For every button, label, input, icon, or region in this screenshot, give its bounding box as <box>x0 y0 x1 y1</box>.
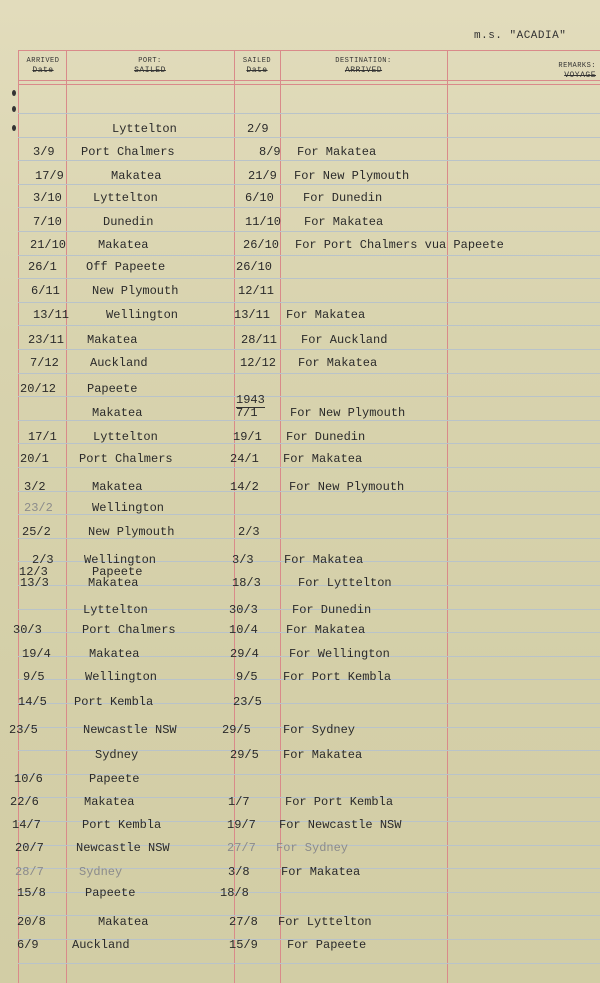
destination-cell: For Makatea <box>283 748 363 762</box>
port-cell: Papeete <box>89 772 140 786</box>
ruled-line <box>18 373 600 374</box>
destination-cell: For Makatea <box>284 553 364 567</box>
destination-cell: For Port Kembla <box>283 670 392 684</box>
port-cell: Sydney <box>79 865 123 879</box>
arrived-cell: 17/1 <box>28 430 57 444</box>
arrived-cell: 3/10 <box>33 191 62 205</box>
ruled-line <box>18 963 600 964</box>
port-cell: Port Chalmers <box>79 452 173 466</box>
sailed-cell: 27/7 <box>227 841 256 855</box>
header-arrived-label: ARRIVED <box>26 57 60 65</box>
arrived-cell: 20/1 <box>20 452 49 466</box>
sailed-cell: 18/8 <box>220 886 249 900</box>
header-arrived <box>20 57 66 75</box>
arrived-cell: 9/5 <box>23 670 45 684</box>
sailed-cell: 6/10 <box>245 191 274 205</box>
port-cell: Wellington <box>92 501 165 515</box>
header-arrived-struck: Date <box>32 66 54 75</box>
arrived-cell: 6/11 <box>31 284 60 298</box>
destination-cell: For Sydney <box>283 723 356 737</box>
sailed-cell: 27/8 <box>229 915 258 929</box>
destination-cell: For New Plymouth <box>289 480 405 494</box>
destination-cell: For Lyttelton <box>278 915 372 929</box>
port-cell: Makatea <box>98 238 149 252</box>
ruled-line <box>18 396 600 397</box>
arrived-cell: 2/3 <box>32 553 54 567</box>
header-sailed-struck: Date <box>246 66 268 75</box>
destination-cell: For Dunedin <box>286 430 366 444</box>
sailed-cell: 26/10 <box>243 238 280 252</box>
sailed-cell: 12/12 <box>240 356 277 370</box>
destination-cell: For Dunedin <box>292 603 372 617</box>
port-cell: Dunedin <box>103 215 154 229</box>
port-cell: Makatea <box>92 406 143 420</box>
arrived-cell: 13/11 <box>33 308 70 322</box>
sailed-cell: 30/3 <box>229 603 258 617</box>
destination-cell: For Auckland <box>301 333 388 347</box>
destination-cell: For Makatea <box>304 215 384 229</box>
sailed-cell: 14/2 <box>230 480 259 494</box>
port-cell: Lyttelton <box>93 191 158 205</box>
arrived-cell: 3/9 <box>33 145 55 159</box>
port-cell: Makatea <box>88 576 139 590</box>
arrived-cell: 12/3 <box>19 565 48 579</box>
header-remarks-struck: VOYAGE <box>564 71 596 80</box>
destination-cell: For Newcastle NSW <box>279 818 402 832</box>
port-cell: Port Chalmers <box>82 623 176 637</box>
port-cell: Off Papeete <box>86 260 166 274</box>
arrived-cell: 7/12 <box>30 356 59 370</box>
destination-cell: For Dunedin <box>303 191 383 205</box>
header-destination-struck: ARRIVED <box>344 66 383 75</box>
header-top-rule <box>18 50 600 51</box>
arrived-cell: 21/10 <box>30 238 67 252</box>
ruled-line <box>18 113 600 114</box>
port-cell: Papeete <box>85 886 136 900</box>
arrived-cell: 6/9 <box>17 938 39 952</box>
header-destination <box>280 57 447 75</box>
destination-cell: For Lyttelton <box>298 576 392 590</box>
arrived-cell: 30/3 <box>13 623 42 637</box>
binder-hole-mark <box>12 90 16 96</box>
ruled-line <box>18 231 600 232</box>
sailed-cell: 10/4 <box>229 623 258 637</box>
sailed-cell: 19/7 <box>227 818 256 832</box>
header-destination-label: DESTINATION: <box>335 57 392 65</box>
sailed-cell: 19/1 <box>233 430 262 444</box>
column-rule-destination <box>447 50 448 983</box>
binder-hole-mark <box>12 125 16 131</box>
year-mark-text: 1943 <box>236 393 265 407</box>
sailed-cell: 29/5 <box>230 748 259 762</box>
port-cell: Lyttelton <box>83 603 148 617</box>
arrived-cell: 10/6 <box>14 772 43 786</box>
header-sailed <box>234 57 280 75</box>
ruled-line <box>18 207 600 208</box>
arrived-cell: 22/6 <box>10 795 39 809</box>
destination-cell: For New Plymouth <box>290 406 406 420</box>
sailed-cell: 24/1 <box>230 452 259 466</box>
destination-cell: For Wellington <box>289 647 390 661</box>
port-cell: Makatea <box>84 795 135 809</box>
arrived-cell: 20/8 <box>17 915 46 929</box>
header-port <box>66 57 234 75</box>
arrived-cell: 20/7 <box>15 841 44 855</box>
destination-cell: For Papeete <box>287 938 367 952</box>
header-port-label: PORT: <box>138 57 162 65</box>
port-cell: Port Kembla <box>74 695 154 709</box>
arrived-cell: 3/2 <box>24 480 46 494</box>
header-port-struck: SAILED <box>134 66 166 75</box>
port-cell: New Plymouth <box>88 525 175 539</box>
port-cell: Port Chalmers <box>81 145 175 159</box>
header-sailed-label: SAILED <box>242 57 272 65</box>
arrived-cell: 20/12 <box>20 382 57 396</box>
header-remarks <box>540 62 596 80</box>
arrived-cell: 26/1 <box>28 260 57 274</box>
ruled-line <box>18 467 600 468</box>
destination-cell: For Makatea <box>283 452 363 466</box>
port-cell: Lyttelton <box>112 122 177 136</box>
sailed-cell: 26/10 <box>236 260 273 274</box>
sailed-cell: 15/9 <box>229 938 258 952</box>
ruled-line <box>18 255 600 256</box>
sailed-cell: 9/5 <box>236 670 258 684</box>
arrived-cell: 7/10 <box>33 215 62 229</box>
destination-cell: For Port Chalmers vua Papeete <box>295 238 504 252</box>
destination-cell: For Sydney <box>276 841 349 855</box>
arrived-cell: 15/8 <box>17 886 46 900</box>
sailed-cell: 1/7 <box>228 795 250 809</box>
destination-cell: For Makatea <box>286 308 366 322</box>
port-cell: Wellington <box>85 670 158 684</box>
port-cell: Port Kembla <box>82 818 162 832</box>
sailed-cell: 28/11 <box>241 333 278 347</box>
arrived-cell: 14/5 <box>18 695 47 709</box>
destination-cell: For Makatea <box>281 865 361 879</box>
sailed-cell: 8/9 <box>259 145 281 159</box>
sailed-cell: 3/8 <box>228 865 250 879</box>
sailed-cell: 7/1 <box>236 406 258 420</box>
sailed-cell: 23/5 <box>233 695 262 709</box>
port-cell: Auckland <box>90 356 148 370</box>
port-cell: Makatea <box>111 169 162 183</box>
port-cell: Papeete <box>87 382 138 396</box>
arrived-cell: 25/2 <box>22 525 51 539</box>
port-cell: Auckland <box>72 938 130 952</box>
header-remarks-label: REMARKS: <box>558 62 596 70</box>
header-bottom-rule-2 <box>18 84 600 85</box>
ruled-line <box>18 160 600 161</box>
arrived-cell: 23/2 <box>24 501 53 515</box>
port-cell: Makatea <box>87 333 138 347</box>
destination-cell: For Port Kembla <box>285 795 394 809</box>
sailed-cell: 18/3 <box>232 576 261 590</box>
header-bottom-rule <box>18 80 600 81</box>
ruled-line <box>18 184 600 185</box>
arrived-cell: 23/11 <box>28 333 65 347</box>
port-cell: Makatea <box>92 480 143 494</box>
ruled-line <box>18 349 600 350</box>
port-cell: Sydney <box>95 748 139 762</box>
sailed-cell: 21/9 <box>248 169 277 183</box>
sailed-cell: 12/11 <box>238 284 275 298</box>
ruled-line <box>18 137 600 138</box>
ruled-line <box>18 325 600 326</box>
port-cell: New Plymouth <box>92 284 179 298</box>
port-cell: Lyttelton <box>93 430 158 444</box>
port-cell: Wellington <box>106 308 179 322</box>
sailed-cell: 2/3 <box>238 525 260 539</box>
port-cell: Papeete <box>92 565 143 579</box>
arrived-cell: 28/7 <box>15 865 44 879</box>
destination-cell: For New Plymouth <box>294 169 410 183</box>
port-cell: Newcastle NSW <box>76 841 170 855</box>
arrived-cell: 23/5 <box>9 723 38 737</box>
sailed-cell: 11/10 <box>245 215 282 229</box>
destination-cell: For Makatea <box>297 145 377 159</box>
ruled-line <box>18 420 600 421</box>
ruled-line <box>18 278 600 279</box>
column-rule-arrived <box>66 50 67 983</box>
arrived-cell: 14/7 <box>12 818 41 832</box>
destination-cell: For Makatea <box>298 356 378 370</box>
arrived-cell: 17/9 <box>35 169 64 183</box>
destination-cell: For Makatea <box>286 623 366 637</box>
port-cell: Wellington <box>84 553 157 567</box>
ship-name: m.s. "ACADIA" <box>474 30 567 42</box>
sailed-cell: 2/9 <box>247 122 269 136</box>
sailed-cell: 29/4 <box>230 647 259 661</box>
port-cell: Makatea <box>98 915 149 929</box>
arrived-cell: 19/4 <box>22 647 51 661</box>
port-cell: Makatea <box>89 647 140 661</box>
arrived-cell: 13/3 <box>20 576 49 590</box>
sailed-cell: 3/3 <box>232 553 254 567</box>
binder-hole-mark <box>12 106 16 112</box>
sailed-cell: 13/11 <box>234 308 271 322</box>
sailed-cell: 29/5 <box>222 723 251 737</box>
port-cell: Newcastle NSW <box>83 723 177 737</box>
ruled-line <box>18 302 600 303</box>
